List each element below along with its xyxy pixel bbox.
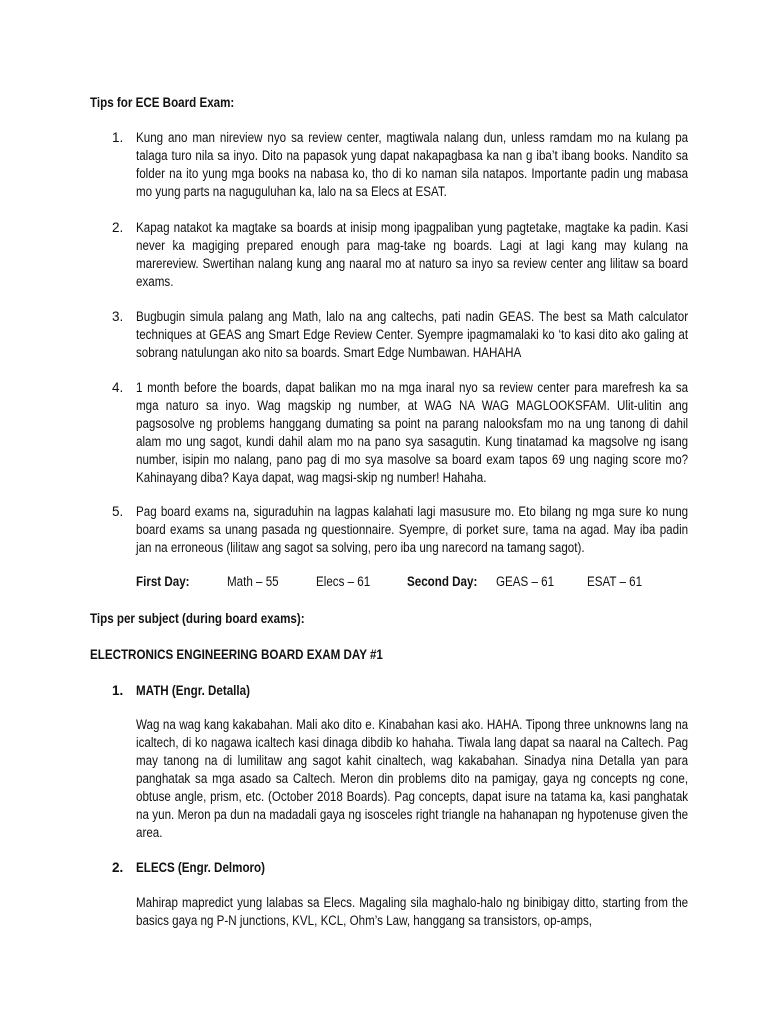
geas-score: GEAS – 61 (496, 574, 555, 589)
subject-title: MATH (Engr. Detalla) (136, 683, 250, 698)
esat-score: ESAT – 61 (587, 574, 643, 589)
math-score: Math – 55 (227, 574, 279, 589)
subject-text-elecs: Mahirap mapredict yung lalabas sa Elecs. Magaling sila maghalo-halo ng binibigay ditto, starting from the basics gaya ng P-N junctions, KVL, KCL, Ohm’s Law, hanggang sa transistors, op-amps, (136, 895, 689, 928)
tip-number: 4. (112, 380, 124, 395)
subject-title: ELECS (Engr. Delmoro) (136, 860, 266, 875)
subject-number: 2. (112, 860, 124, 875)
document-title: Tips for ECE Board Exam: (90, 95, 235, 110)
tip-text: Kung ano man nireview nyo sa review center, magtiwala nalang dun, unless ramdam mo na kulang pa talaga turo nila sa inyo. Dito na papasok yung dapat nakapagbasa ka nan g iba’t ibang books. Nandito sa folder na ito yung mga books na nabasa ko, tho di ko naman sila natapos. Importante padin ung mabasa mo yung parts na naguguluhan ka, lalo na sa Elecs at ESAT. (136, 130, 689, 199)
tip-text: Kapag natakot ka magtake sa boards at inisip mong ipagpaliban yung pagtetake, magtake ka padin. Kasi never ka magiging prepared enough para mag-take ng boards. Lagi at lagi kang may kulang na marereview. Swertihan nalang kung ang naaral mo at naturo sa inyo sa review center ang lilitaw sa board exams. (136, 220, 689, 289)
tip-text: Bugbugin simula palang ang Math, lalo na ang caltechs, pati nadin GEAS. The best sa Math calculator techniques at GEAS ang Smart Edge Review Center. Syempre ipagmamalaki ko ‘to kasi dito ako galing at sobrang natulungan ako nito sa boards. Smart Edge Numbawan. HAHAHA (136, 309, 689, 360)
tip-number: 5. (112, 504, 124, 519)
tips-per-subject-heading: Tips per subject (during board exams): (90, 611, 305, 626)
tip-number: 3. (112, 309, 124, 324)
subject-text-math: Wag na wag kang kakabahan. Mali ako dito e. Kinabahan kasi ako. HAHA. Tipong three unknowns lang na icaltech, di ko nagawa icaltech kasi dinaga dibdib ko hahaha. Tiwala lang dapat sa naaral na Caltech. Pag may tanong na di lumilitaw ang sagot kahit cinaltech, wag kakabahan. Sinadya nina Detalla yan para panghatak sa mga asado sa Caltech. Meron din problems dito na pamigay, gaya ng concepts ng cone, obtuse angle, prism, etc. (October 2018 Boards). Pag concepts, dapat isure na tatama ka, kasi panghatak na yun. Meron pa dun na madadali gaya ng isosceles right triangle na hahanapan ng hypotenuse given the area. (136, 717, 689, 840)
tip-text: 1 month before the boards, dapat balikan mo na mga inaral nyo sa review center para marefresh ka sa mga naturo sa inyo. Wag magskip ng number, at WAG NA WAG MAGLOOKSFAM. Ulit-ulitin ang pagsosolve ng problems hanggang dumating sa point na parang nalooksfam mo na ung tanong di dahil alam mo ung sagot, kundi dahil alam mo na pano sya sasagutin. Kung tinatamad ka magsolve ng isang number, isipin mo nalang, pano pag di mo sya masolve sa board exam tapos 69 ung naging score mo? Kahinayang diba? Kaya dapat, wag magsi-skip ng number! Hahaha. (136, 380, 689, 485)
elecs-score: Elecs – 61 (316, 574, 371, 589)
day1-heading: ELECTRONICS ENGINEERING BOARD EXAM DAY #1 (90, 647, 383, 662)
tip-number: 1. (112, 130, 124, 145)
second-day-label: Second Day: (407, 574, 478, 589)
tip-text: Pag board exams na, siguraduhin na lagpas kalahati lagi masusure mo. Eto bilang ng mga sure ko nung board exams sa unang pasada ng questionnaire. Syempre, di porket sure, tama na agad. May iba padin jan na erroneous (lilitaw ang sagot sa solving, pero iba ung narecord na tamang sagot). (136, 504, 689, 555)
subject-number: 1. (112, 683, 124, 698)
tip-number: 2. (112, 220, 124, 235)
first-day-label: First Day: (136, 574, 190, 589)
